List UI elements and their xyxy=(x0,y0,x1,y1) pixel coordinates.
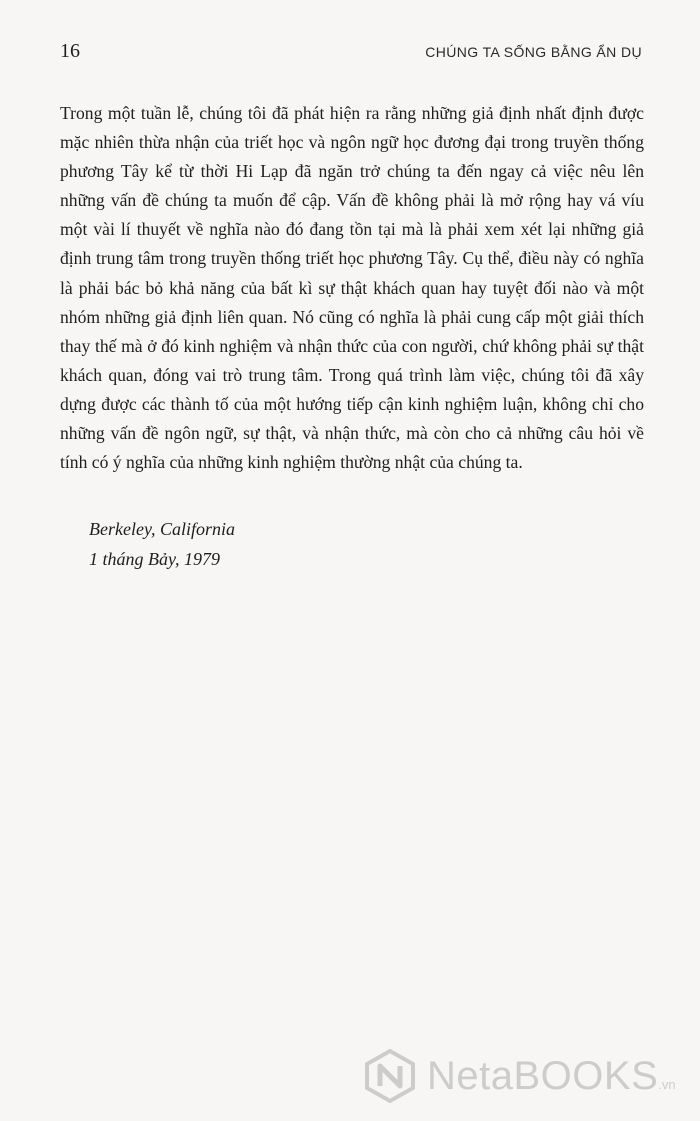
watermark xyxy=(363,1049,676,1103)
signoff-date: 1 tháng Bảy, 1979 xyxy=(89,549,220,569)
netabooks-logo-icon xyxy=(363,1049,417,1103)
watermark-text: NetaBOOKS.vn xyxy=(427,1053,676,1098)
signoff xyxy=(89,514,235,574)
body-paragraph: Trong một tuần lễ, chúng tôi đã phát hiện ra rằng những giả định nhất định được mặc nhiên thừa nhận của triết học và ngôn ngữ học đương đại trong truyền thống phương Tây kể từ thời Hi Lạp đã ngăn trở chúng ta đến ngay cả việc nêu lên những vấn đề chúng ta muốn để cập. Vấn đề không phải là mở rộng hay vá víu một vài lí thuyết về nghĩa nào đó đang tồn tại mà là phải xem xét lại những giả định trung tâm trong truyền thống triết học phương Tây. Cụ thể, điều này có nghĩa là phải bác bỏ khả năng của bất kì sự thật khách quan hay tuyệt đối nào và một nhóm những giả định liên quan. Nó cũng có nghĩa là phải cung cấp một giải thích thay thế mà ở đó kinh nghiệm và nhận thức của con người, chứ không phải sự thật khách quan, đóng vai trò trung tâm. Trong quá trình làm việc, chúng tôi đã xây dựng được các thành tố của một hướng tiếp cận kinh nghiệm luận, không chỉ cho những vấn đề ngôn ngữ, sự thật, và nhận thức, mà còn cho cả những câu hỏi về tính có ý nghĩa của những kinh nghiệm thường nhật của chúng ta. xyxy=(60,103,644,473)
running-head: CHÚNG TA SỐNG BẰNG ẨN DỤ xyxy=(425,44,642,60)
page-number: 16 xyxy=(60,40,80,62)
signoff-place: Berkeley, California xyxy=(89,519,235,539)
